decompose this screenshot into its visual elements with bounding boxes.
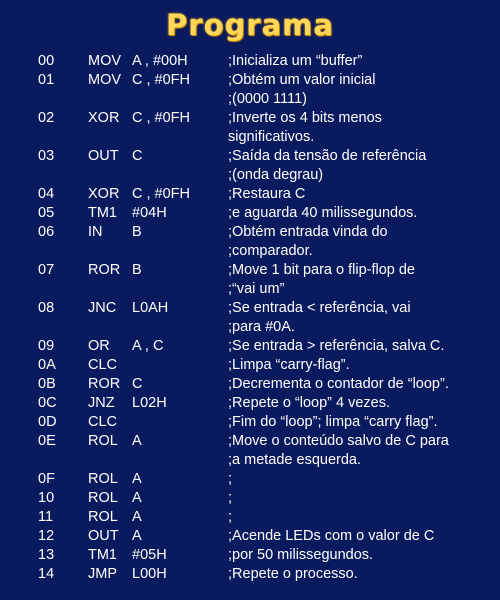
comment-line: ;para #0A. xyxy=(228,319,295,335)
address: 01 xyxy=(38,72,55,88)
listing-row xyxy=(0,394,500,413)
address: 00 xyxy=(38,53,55,69)
comment-line: ;“vai um” xyxy=(228,281,285,297)
mnemonic: TM1 xyxy=(88,547,117,563)
comment xyxy=(228,527,434,546)
listing-row xyxy=(0,375,500,394)
listing-row xyxy=(0,52,500,71)
operand: #05H xyxy=(132,547,167,563)
address: 09 xyxy=(38,338,55,354)
mnemonic: OR xyxy=(88,338,110,354)
listing-row xyxy=(0,432,500,470)
mnemonic: JNC xyxy=(88,300,117,316)
address: 12 xyxy=(38,528,55,544)
comment xyxy=(228,394,390,413)
mnemonic: TM1 xyxy=(88,205,117,221)
operand: A xyxy=(132,471,142,487)
address: 0B xyxy=(38,376,56,392)
comment-line: ;Inverte os 4 bits menos xyxy=(228,110,382,126)
listing-row xyxy=(0,527,500,546)
mnemonic: MOV xyxy=(88,53,122,69)
comment-line: ;Move 1 bit para o flip-flop de xyxy=(228,262,415,278)
comment-line: ;(onda degrau) xyxy=(228,167,324,183)
comment-line: ;por 50 milissegundos. xyxy=(228,547,374,563)
comment-line: ;(0000 1111) xyxy=(228,91,307,107)
mnemonic: XOR xyxy=(88,110,120,126)
listing-row xyxy=(0,413,500,432)
operand: A xyxy=(132,509,142,525)
operand: C xyxy=(132,148,143,164)
comment xyxy=(228,489,232,508)
listing-row xyxy=(0,508,500,527)
comment xyxy=(228,185,305,204)
operand: A xyxy=(132,490,142,506)
mnemonic: ROL xyxy=(88,471,118,487)
listing-row xyxy=(0,299,500,337)
program-listing xyxy=(0,52,500,584)
listing-row xyxy=(0,223,500,261)
operand: C , #0FH xyxy=(132,110,191,126)
comment-line: significativos. xyxy=(228,129,315,145)
operand: C , #0FH xyxy=(132,72,191,88)
comment xyxy=(228,432,449,470)
mnemonic: CLC xyxy=(88,414,118,430)
comment xyxy=(228,261,415,299)
comment-line: ;Obtém entrada vinda do xyxy=(228,224,388,240)
listing-row xyxy=(0,147,500,185)
comment xyxy=(228,375,449,394)
listing-row xyxy=(0,337,500,356)
mnemonic: MOV xyxy=(88,72,122,88)
address: 0A xyxy=(38,357,56,373)
listing-row xyxy=(0,470,500,489)
mnemonic: OUT xyxy=(88,528,119,544)
listing-row xyxy=(0,489,500,508)
mnemonic: ROR xyxy=(88,262,121,278)
comment-line: ;Restaura C xyxy=(228,186,306,202)
address: 0C xyxy=(38,395,57,411)
address: 11 xyxy=(38,509,54,525)
address: 04 xyxy=(38,186,55,202)
operand: C , #0FH xyxy=(132,186,191,202)
comment-line: ; xyxy=(228,471,233,487)
address: 06 xyxy=(38,224,55,240)
comment xyxy=(228,470,232,489)
operand: A xyxy=(132,528,142,544)
address: 08 xyxy=(38,300,55,316)
operand: A , #00H xyxy=(132,53,188,69)
listing-row xyxy=(0,185,500,204)
comment-line: ;Move o conteúdo salvo de C para xyxy=(228,433,449,449)
comment-line: ;Saída da tensão de referência xyxy=(228,148,427,164)
comment-line: ;e aguarda 40 milissegundos. xyxy=(228,205,418,221)
address: 0F xyxy=(38,471,55,487)
comment xyxy=(228,508,232,527)
comment-line: ;Se entrada > referência, salva C. xyxy=(228,338,445,354)
operand: B xyxy=(132,262,142,278)
mnemonic: ROL xyxy=(88,433,118,449)
comment xyxy=(228,109,382,147)
operand: A xyxy=(132,433,142,449)
address: 0D xyxy=(38,414,57,430)
comment-line: ;Fim do “loop”; limpa “carry flag”. xyxy=(228,414,438,430)
mnemonic: JNZ xyxy=(88,395,115,411)
page-title: Programa xyxy=(166,8,334,42)
comment xyxy=(228,546,373,565)
comment-line: ;Limpa “carry-flag”. xyxy=(228,357,350,373)
comment-line: ; xyxy=(228,490,233,506)
comment-line: ; xyxy=(228,509,233,525)
mnemonic: IN xyxy=(88,224,103,240)
comment xyxy=(228,52,362,71)
address: 02 xyxy=(38,110,55,126)
comment-line: ;Inicializa um “buffer” xyxy=(228,53,363,69)
operand: L0AH xyxy=(132,300,169,316)
comment-line: ;Decrementa o contador de “loop”. xyxy=(228,376,449,392)
listing-row xyxy=(0,204,500,223)
listing-row xyxy=(0,356,500,375)
address: 07 xyxy=(38,262,55,278)
address: 03 xyxy=(38,148,55,164)
comment xyxy=(228,147,426,185)
listing-row xyxy=(0,109,500,147)
address: 05 xyxy=(38,205,55,221)
listing-row xyxy=(0,261,500,299)
address: 0E xyxy=(38,433,56,449)
address: 13 xyxy=(38,547,55,563)
address: 10 xyxy=(38,490,55,506)
comment xyxy=(228,204,417,223)
comment xyxy=(228,223,388,261)
comment xyxy=(228,565,358,584)
address: 14 xyxy=(38,566,55,582)
mnemonic: OUT xyxy=(88,148,119,164)
mnemonic: ROL xyxy=(88,490,118,506)
operand: C xyxy=(132,376,143,392)
listing-row xyxy=(0,565,500,584)
comment-line: ;a metade esquerda. xyxy=(228,452,362,468)
comment-line: ;Se entrada < referência, vai xyxy=(228,300,411,316)
operand: A , C xyxy=(132,338,164,354)
comment xyxy=(228,71,375,109)
operand: L02H xyxy=(132,395,167,411)
comment xyxy=(228,299,411,337)
comment-line: ;Acende LEDs com o valor de C xyxy=(228,528,435,544)
comment-line: ;Obtém um valor inicial xyxy=(228,72,376,88)
operand: B xyxy=(132,224,142,240)
comment xyxy=(228,356,350,375)
comment-line: ;Repete o “loop” 4 vezes. xyxy=(228,395,391,411)
operand: #04H xyxy=(132,205,167,221)
comment xyxy=(228,413,438,432)
mnemonic: ROR xyxy=(88,376,121,392)
listing-row xyxy=(0,546,500,565)
listing-row xyxy=(0,71,500,109)
comment-line: ;comparador. xyxy=(228,243,313,259)
comment xyxy=(228,337,444,356)
operand: L00H xyxy=(132,566,167,582)
mnemonic: CLC xyxy=(88,357,118,373)
comment-line: ;Repete o processo. xyxy=(228,566,358,582)
mnemonic: XOR xyxy=(88,186,120,202)
mnemonic: ROL xyxy=(88,509,118,525)
mnemonic: JMP xyxy=(88,566,117,582)
